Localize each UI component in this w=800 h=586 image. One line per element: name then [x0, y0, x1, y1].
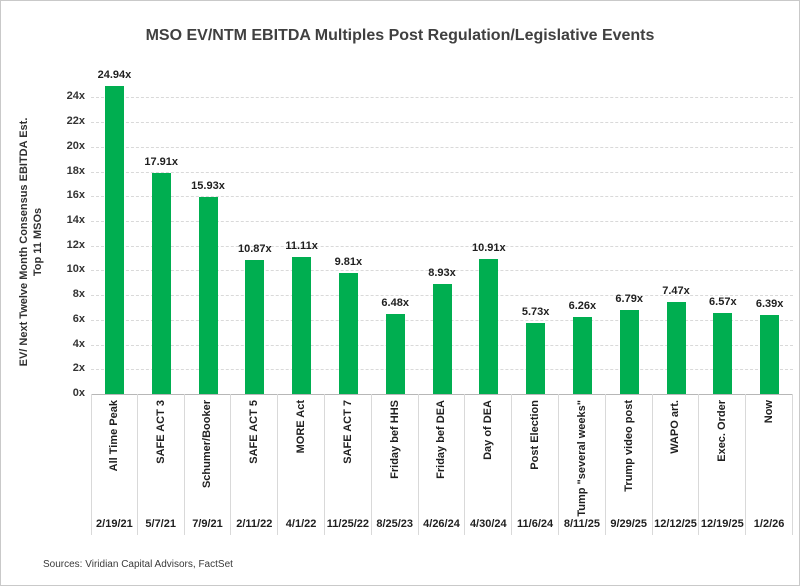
y-tick-label: 0x	[72, 387, 85, 399]
bar-value-label: 8.93x	[428, 266, 456, 279]
y-axis-title-line1: EV/ Next Twelve Month Consensus EBITDA Est.	[18, 117, 30, 367]
bar-value-label: 5.73x	[521, 306, 550, 319]
category-label: MORE Act	[295, 400, 308, 454]
date-label: 12/12/25	[654, 518, 697, 530]
gridline	[91, 196, 793, 197]
gridline	[91, 246, 793, 247]
category-label: All Time Peak	[108, 400, 121, 472]
y-tick-label: 20x	[66, 139, 85, 152]
bar	[760, 315, 779, 394]
category-cell	[372, 394, 419, 535]
y-tick-label: 14x	[66, 213, 85, 226]
bar-value-label: 9.81x	[334, 255, 363, 268]
category-cell	[653, 394, 700, 535]
gridline	[91, 172, 793, 173]
date-label: 4/26/24	[423, 518, 460, 530]
bar	[199, 197, 218, 394]
date-label: 8/11/25	[563, 518, 600, 530]
y-tick-label: 12x	[66, 238, 85, 251]
gridline	[91, 122, 793, 123]
bar-value-label: 6.26x	[568, 299, 597, 312]
bar	[479, 259, 498, 394]
y-tick-label: 22x	[66, 115, 85, 128]
date-label: 7/9/21	[192, 518, 223, 530]
category-label: Friday bef DEA	[435, 400, 448, 479]
bar-value-label: 7.47x	[662, 284, 690, 297]
category-label: Exec. Order	[716, 400, 729, 462]
bar	[620, 310, 639, 394]
gridline	[91, 221, 793, 222]
category-cell	[138, 394, 185, 535]
category-label: SAFE ACT 3	[154, 400, 167, 464]
bar	[386, 314, 405, 394]
category-cell	[419, 394, 466, 535]
gridline	[91, 147, 793, 148]
bar	[713, 313, 732, 394]
y-tick-label: 16x	[66, 189, 85, 202]
bar-value-label: 10.91x	[471, 242, 506, 255]
date-label: 2/19/21	[96, 518, 133, 530]
category-cell	[91, 394, 138, 535]
date-label: 11/25/22	[326, 518, 369, 530]
category-cell	[699, 394, 746, 535]
date-label: 4/1/22	[285, 518, 317, 530]
bar	[339, 273, 358, 394]
category-cell	[606, 394, 653, 535]
bar-value-label: 6.39x	[755, 298, 784, 311]
category-cell	[231, 394, 278, 535]
category-cell	[325, 394, 372, 535]
category-label: Friday bef HHS	[388, 400, 401, 479]
plot-area	[91, 68, 793, 394]
category-cell	[185, 394, 232, 535]
y-axis-title-line2: Top 11 MSOs	[32, 207, 44, 277]
bar	[152, 173, 171, 394]
date-label: 5/7/21	[145, 518, 176, 530]
category-label: Tump "several weeks"	[575, 400, 588, 517]
y-tick-label: 8x	[72, 288, 85, 301]
date-label: 12/19/25	[700, 518, 744, 530]
bar	[245, 260, 264, 394]
bar	[526, 323, 545, 394]
category-label: SAFE ACT 7	[341, 400, 354, 464]
date-label: 1/2/26	[753, 518, 785, 530]
bar	[573, 317, 592, 394]
source-note: Sources: Viridian Capital Advisors, FactSet	[43, 559, 233, 570]
y-tick-label: 18x	[66, 164, 85, 177]
bar-value-label: 11.11x	[285, 239, 318, 252]
date-label: 8/25/23	[376, 518, 414, 530]
bar-value-label: 6.79x	[615, 293, 643, 306]
category-cell	[559, 394, 606, 535]
category-label: Schumer/Booker	[201, 400, 214, 489]
y-tick-label: 2x	[72, 362, 85, 375]
y-tick-label: 24x	[66, 90, 85, 103]
category-label: Now	[763, 400, 776, 424]
date-label: 2/11/22	[236, 518, 273, 530]
y-tick-label: 6x	[72, 312, 85, 325]
bar-value-label: 17.91x	[144, 155, 179, 168]
y-tick-label: 10x	[66, 263, 85, 276]
category-cell	[512, 394, 559, 535]
bar-value-label: 10.87x	[237, 242, 272, 255]
date-label: 4/30/24	[469, 518, 507, 530]
category-label: WAPO art.	[669, 400, 682, 454]
category-label: SAFE ACT 5	[248, 400, 261, 464]
date-label: 9/29/25	[610, 518, 648, 530]
bar-value-label: 6.48x	[381, 296, 409, 309]
bar	[667, 302, 686, 394]
gridline	[91, 97, 793, 98]
bar-value-label: 15.93x	[191, 180, 225, 193]
category-label: Trump video post	[622, 400, 635, 492]
bar-value-label: 24.94x	[97, 68, 132, 81]
bar	[292, 257, 311, 394]
category-cell	[746, 394, 793, 535]
category-cell	[465, 394, 512, 535]
chart-title: MSO EV/NTM EBITDA Multiples Post Regulation/Legislative Events	[145, 27, 655, 44]
bar	[105, 86, 124, 394]
date-label: 11/6/24	[517, 518, 554, 530]
category-cell	[278, 394, 325, 535]
bar-value-label: 6.57x	[709, 295, 737, 308]
bar	[433, 284, 452, 394]
category-label: Day of DEA	[482, 400, 495, 460]
category-label: Post Election	[529, 400, 542, 470]
y-tick-label: 4x	[72, 337, 85, 350]
